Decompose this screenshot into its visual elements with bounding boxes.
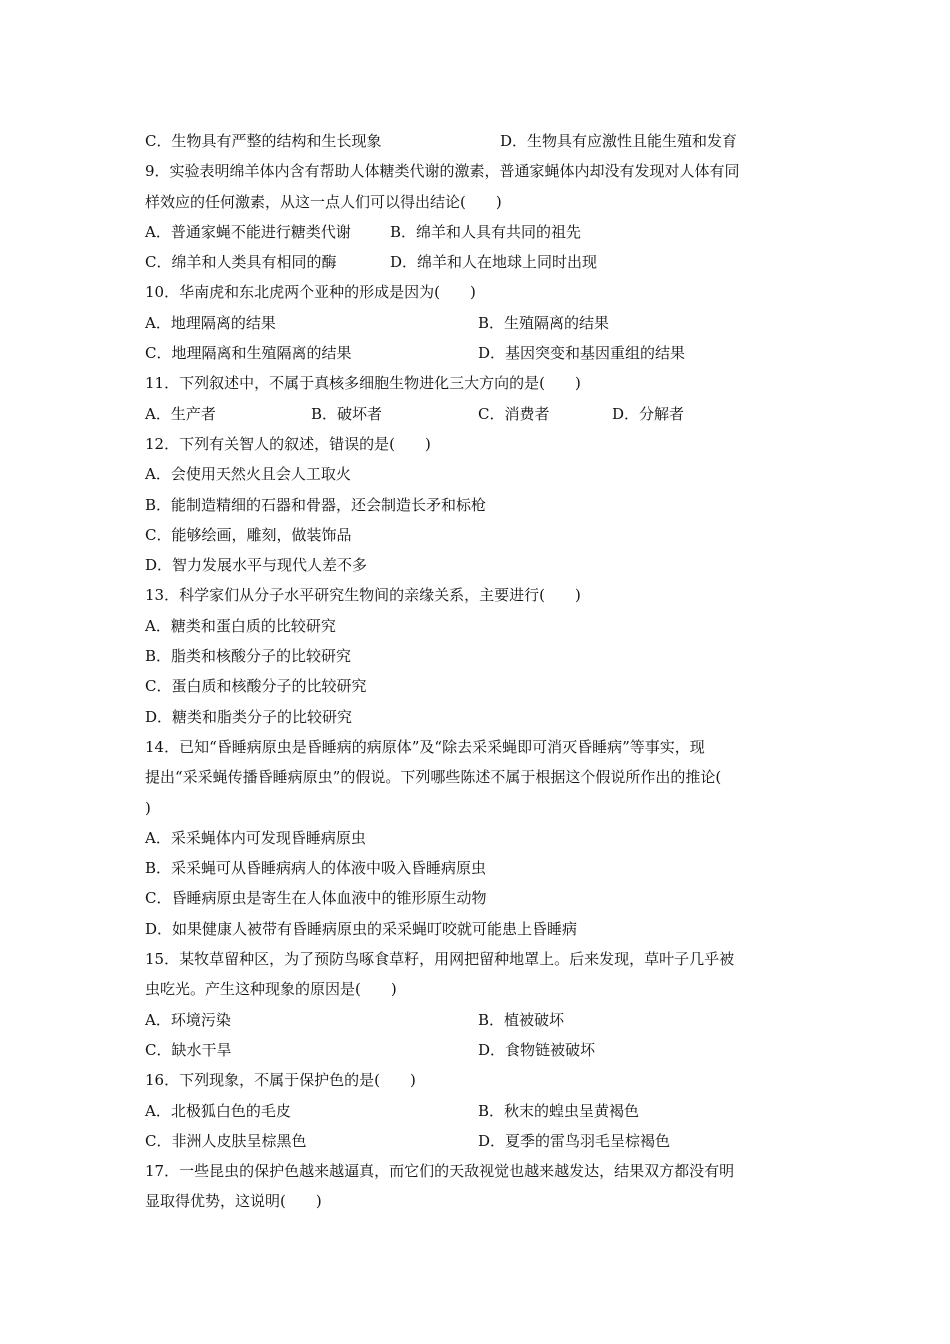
q14-option-c: C．昏睡病原虫是寄生在人体血液中的锥形原生动物: [145, 889, 487, 908]
q15-option-d: D．食物链被破坏: [478, 1040, 596, 1059]
q13-option-c: C．蛋白质和核酸分子的比较研究: [145, 677, 367, 696]
q15-option-a: A．环境污染: [145, 1010, 231, 1029]
q10-option-c: C．地理隔离和生殖隔离的结果: [145, 344, 352, 363]
q9-options-ab: [145, 217, 813, 247]
q16-stem: 16．下列现象，不属于保护色的是( ): [145, 1071, 416, 1090]
q11-option-d: D．分解者: [612, 404, 685, 423]
q10-options-cd: [145, 338, 813, 368]
q15-option-c: C．缺水干旱: [145, 1040, 232, 1059]
q15-option-b: B．植被破坏: [478, 1010, 565, 1029]
q13-option-a: A．糖类和蛋白质的比较研究: [145, 616, 336, 635]
q12-option-b: B．能制造精细的石器和骨器，还会制造长矛和标枪: [145, 495, 487, 514]
q13-stem: 13．科学家们从分子水平研究生物间的亲缘关系，主要进行( ): [145, 586, 581, 605]
q8-options-cd: [145, 126, 813, 156]
q9-option-a: A．普通家蝇不能进行糖类代谢: [145, 222, 351, 241]
q9-stem-line1: 9．实验表明绵羊体内含有帮助人体糖类代谢的激素，普通家蝇体内却没有发现对人体有同: [145, 162, 740, 181]
q10-option-d: D．基因突变和基因重组的结果: [478, 344, 686, 363]
q9-option-b: B．绵羊和人具有共同的祖先: [390, 222, 582, 241]
q8-option-d: D．生物具有应激性且能生殖和发育: [500, 132, 738, 150]
exam-page: [145, 126, 813, 1217]
q11-option-b: B．破坏者: [311, 404, 383, 423]
q9-options-cd: [145, 247, 813, 277]
q9-option-c: C．绵羊和人类具有相同的酶: [145, 253, 337, 272]
q14-stem-line1: 14．已知“昏睡病原虫是昏睡病的病原体”及“除去采采蝇即可消灭昏睡病”等事实，现: [145, 737, 705, 756]
q15-options-cd: [145, 1035, 813, 1065]
q15-stem-line1: 15．某牧草留种区，为了预防鸟啄食草籽，用网把留种地罩上。后来发现，草叶子几乎被: [145, 950, 735, 969]
q14-stem-line3: ): [145, 798, 151, 817]
q14-option-a: A．采采蝇体内可发现昏睡病原虫: [145, 828, 366, 847]
q11-option-c: C．消费者: [478, 404, 550, 423]
q10-options-ab: [145, 308, 813, 338]
q15-options-ab: [145, 1005, 813, 1035]
q12-option-c: C．能够绘画，雕刻，做装饰品: [145, 525, 352, 544]
q9-stem-line2: 样效应的任何激素，从这一点人们可以得出结论( ): [145, 192, 502, 211]
q14-option-b: B．采采蝇可从昏睡病病人的体液中吸入昏睡病原虫: [145, 859, 487, 878]
q11-option-a: A．生产者: [145, 404, 216, 423]
q16-option-c: C．非洲人皮肤呈棕黑色: [145, 1131, 307, 1150]
q16-option-d: D．夏季的雷鸟羽毛呈棕褐色: [478, 1131, 671, 1150]
q16-options-ab: [145, 1096, 813, 1126]
q12-option-d: D．智力发展水平与现代人差不多: [145, 556, 368, 575]
q9-option-d: D．绵羊和人在地球上同时出现: [390, 253, 598, 272]
q14-stem-line2: 提出“采采蝇传播昏睡病原虫”的假说。下列哪些陈述不属于根据这个假说所作出的推论(: [145, 768, 722, 787]
q12-option-a: A．会使用天然火且会人工取火: [145, 465, 351, 484]
q17-stem-line1: 17．一些昆虫的保护色越来越逼真，而它们的天敌视觉也越来越发达，结果双方都没有明: [145, 1162, 735, 1181]
q13-option-b: B．脂类和核酸分子的比较研究: [145, 647, 352, 666]
q14-option-d: D．如果健康人被带有昏睡病原虫的采采蝇叮咬就可能患上昏睡病: [145, 919, 578, 938]
q15-stem-line2: 虫吃光。产生这种现象的原因是( ): [145, 980, 397, 999]
q12-stem: 12．下列有关智人的叙述，错误的是( ): [145, 434, 431, 453]
q10-option-a: A．地理隔离的结果: [145, 313, 276, 332]
q16-option-a: A．北极狐白色的毛皮: [145, 1101, 291, 1120]
q10-option-b: B．生殖隔离的结果: [478, 313, 610, 332]
q17-stem-line2: 显取得优势，这说明( ): [145, 1192, 322, 1211]
q11-options: [145, 399, 813, 429]
q10-stem: 10．华南虎和东北虎两个亚种的形成是因为( ): [145, 283, 476, 302]
q16-options-cd: [145, 1126, 813, 1156]
q13-option-d: D．糖类和脂类分子的比较研究: [145, 707, 353, 726]
q8-option-c: C．生物具有严整的结构和生长现象: [145, 132, 382, 150]
q16-option-b: B．秋末的蝗虫呈黄褐色: [478, 1101, 640, 1120]
q11-stem: 11．下列叙述中，不属于真核多细胞生物进化三大方向的是( ): [145, 374, 581, 393]
